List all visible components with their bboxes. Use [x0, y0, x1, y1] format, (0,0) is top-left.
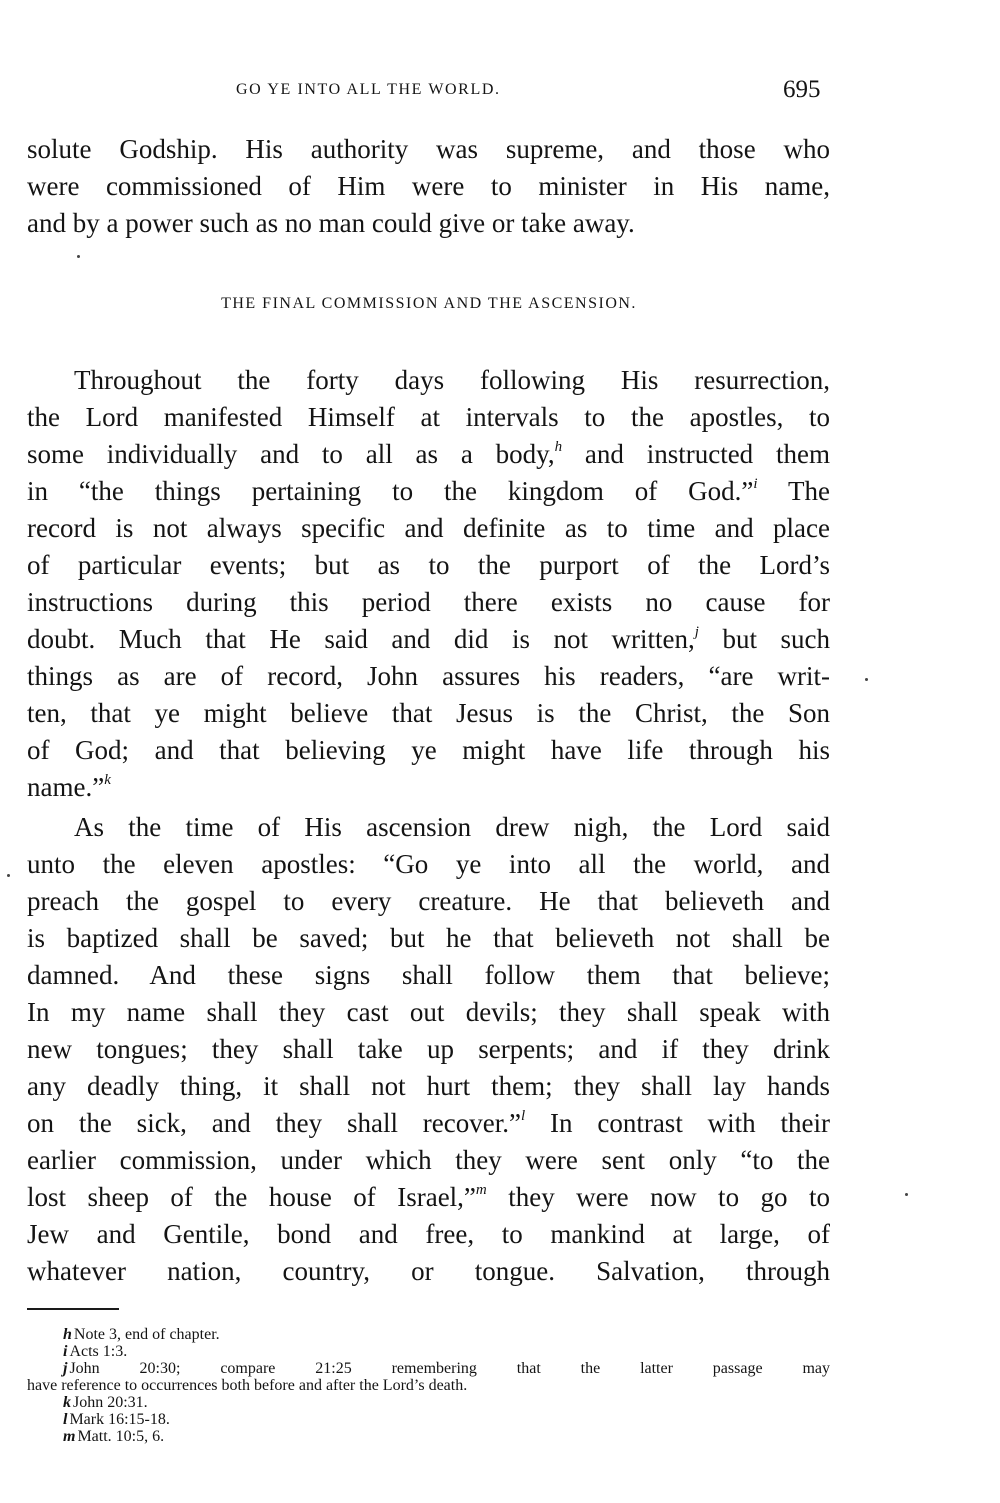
text-line: any deadly thing, it shall not hurt them; they shall lay hands: [27, 1071, 830, 1101]
text-segment: The: [757, 476, 830, 506]
footnote-text: Acts 1:3.: [69, 1343, 128, 1360]
paragraph-forty-days: [27, 362, 830, 806]
footnote-h: [27, 1326, 830, 1343]
text-line: the Lord manifested Himself at intervals to the apostles, to: [27, 402, 830, 432]
text-segment: on the sick, and they shall recover.”: [27, 1108, 521, 1138]
footnote-text: Matt. 10:5, 6.: [77, 1428, 165, 1445]
paragraph-ascension: [27, 809, 830, 1290]
footnote-text: John 20:30; compare 21:25 remembering that the latter passage may: [69, 1360, 830, 1377]
text-line: whatever nation, country, or tongue. Salvation, through: [27, 1256, 830, 1286]
print-speck: [77, 255, 80, 258]
text-line: solute Godship. His authority was supreme, and those who: [27, 134, 830, 164]
footnote-mark: k: [63, 1394, 71, 1411]
text-line: preach the gospel to every creature. He that believeth and: [27, 886, 830, 916]
footnote-mark: h: [63, 1326, 72, 1343]
text-line: instructions during this period there exists no cause for: [27, 587, 830, 617]
footnote-text: Mark 16:15-18.: [69, 1411, 170, 1428]
page-number: 695: [783, 76, 821, 103]
print-speck: [865, 678, 868, 681]
text-segment: lost sheep of the house of Israel,”: [27, 1182, 476, 1212]
text-line: In my name shall they cast out devils; they shall speak with: [27, 997, 830, 1027]
text-segment: some individually and to all as a body,: [27, 439, 555, 469]
footnote-i: [27, 1343, 830, 1360]
text-line: is baptized shall be saved; but he that believeth not shall be: [27, 923, 830, 953]
print-speck: [905, 1193, 908, 1196]
text-segment: In contrast with their: [525, 1108, 830, 1138]
footnote-ref-l[interactable]: l: [520, 1108, 526, 1124]
footnote-j-continuation: [27, 1377, 830, 1394]
text-line: [27, 621, 830, 658]
text-line: unto the eleven apostles: “Go ye into all the world, and: [27, 849, 830, 879]
footnote-ref-j[interactable]: j: [694, 624, 699, 640]
footnote-j: [27, 1360, 830, 1377]
running-title: GO YE INTO ALL THE WORLD.: [236, 81, 501, 98]
text-segment: in “the things pertaining to the kingdom of God.”: [27, 476, 754, 506]
text-line: [27, 1179, 830, 1216]
footnotes: [27, 1326, 830, 1445]
text-line: Jew and Gentile, bond and free, to mankind at large, of: [27, 1219, 830, 1249]
text-line: damned. And these signs shall follow them that believe;: [27, 960, 830, 990]
footnote-ref-m[interactable]: m: [475, 1182, 487, 1198]
footnote-mark: i: [63, 1343, 68, 1360]
text-line: [27, 436, 830, 473]
footnote-ref-k[interactable]: k: [104, 772, 111, 788]
text-line: things as are of record, John assures his readers, “are writ-: [27, 661, 830, 691]
text-line: [27, 473, 830, 510]
section-heading: THE FINAL COMMISSION AND THE ASCENSION.: [221, 295, 637, 312]
text-line: As the time of His ascension drew nigh, the Lord said: [74, 812, 830, 842]
footnote-divider: [27, 1308, 119, 1310]
text-line: record is not always specific and definite as to time and place: [27, 513, 830, 543]
footnote-mark: m: [63, 1428, 76, 1445]
text-segment: but such: [698, 624, 830, 654]
footnote-ref-i[interactable]: i: [753, 476, 758, 492]
text-segment: name.”: [27, 772, 105, 802]
print-speck: [7, 874, 10, 877]
footnote-text: John 20:31.: [73, 1394, 148, 1411]
text-line: of particular events; but as to the purport of the Lord’s: [27, 550, 830, 580]
text-line: earlier commission, under which they were sent only “to the: [27, 1145, 830, 1175]
text-line: and by a power such as no man could give or take away.: [27, 208, 635, 238]
running-head: [0, 76, 1000, 102]
text-line: were commissioned of Him were to minister in His name,: [27, 171, 830, 201]
footnote-k: [27, 1394, 830, 1411]
text-segment: they were now to go to: [486, 1182, 830, 1212]
text-line: Throughout the forty days following His resurrection,: [74, 365, 830, 395]
text-line: of God; and that believing ye might have life through his: [27, 735, 830, 765]
footnote-mark: l: [63, 1411, 68, 1428]
text-line: [27, 1105, 830, 1142]
text-segment: and instructed them: [562, 439, 830, 469]
paragraph-continuation: [27, 131, 830, 242]
text-segment: doubt. Much that He said and did is not written,: [27, 624, 695, 654]
footnote-m: [27, 1428, 830, 1445]
footnote-text: have reference to occurrences both before and after the Lord’s death.: [27, 1377, 468, 1394]
footnote-mark: j: [63, 1360, 68, 1377]
footnote-l: [27, 1411, 830, 1428]
footnote-text: Note 3, end of chapter.: [73, 1326, 220, 1343]
text-line: new tongues; they shall take up serpents; and if they drink: [27, 1034, 830, 1064]
text-line: ten, that ye might believe that Jesus is the Christ, the Son: [27, 698, 830, 728]
footnote-ref-h[interactable]: h: [554, 439, 563, 455]
text-line: [27, 769, 830, 806]
